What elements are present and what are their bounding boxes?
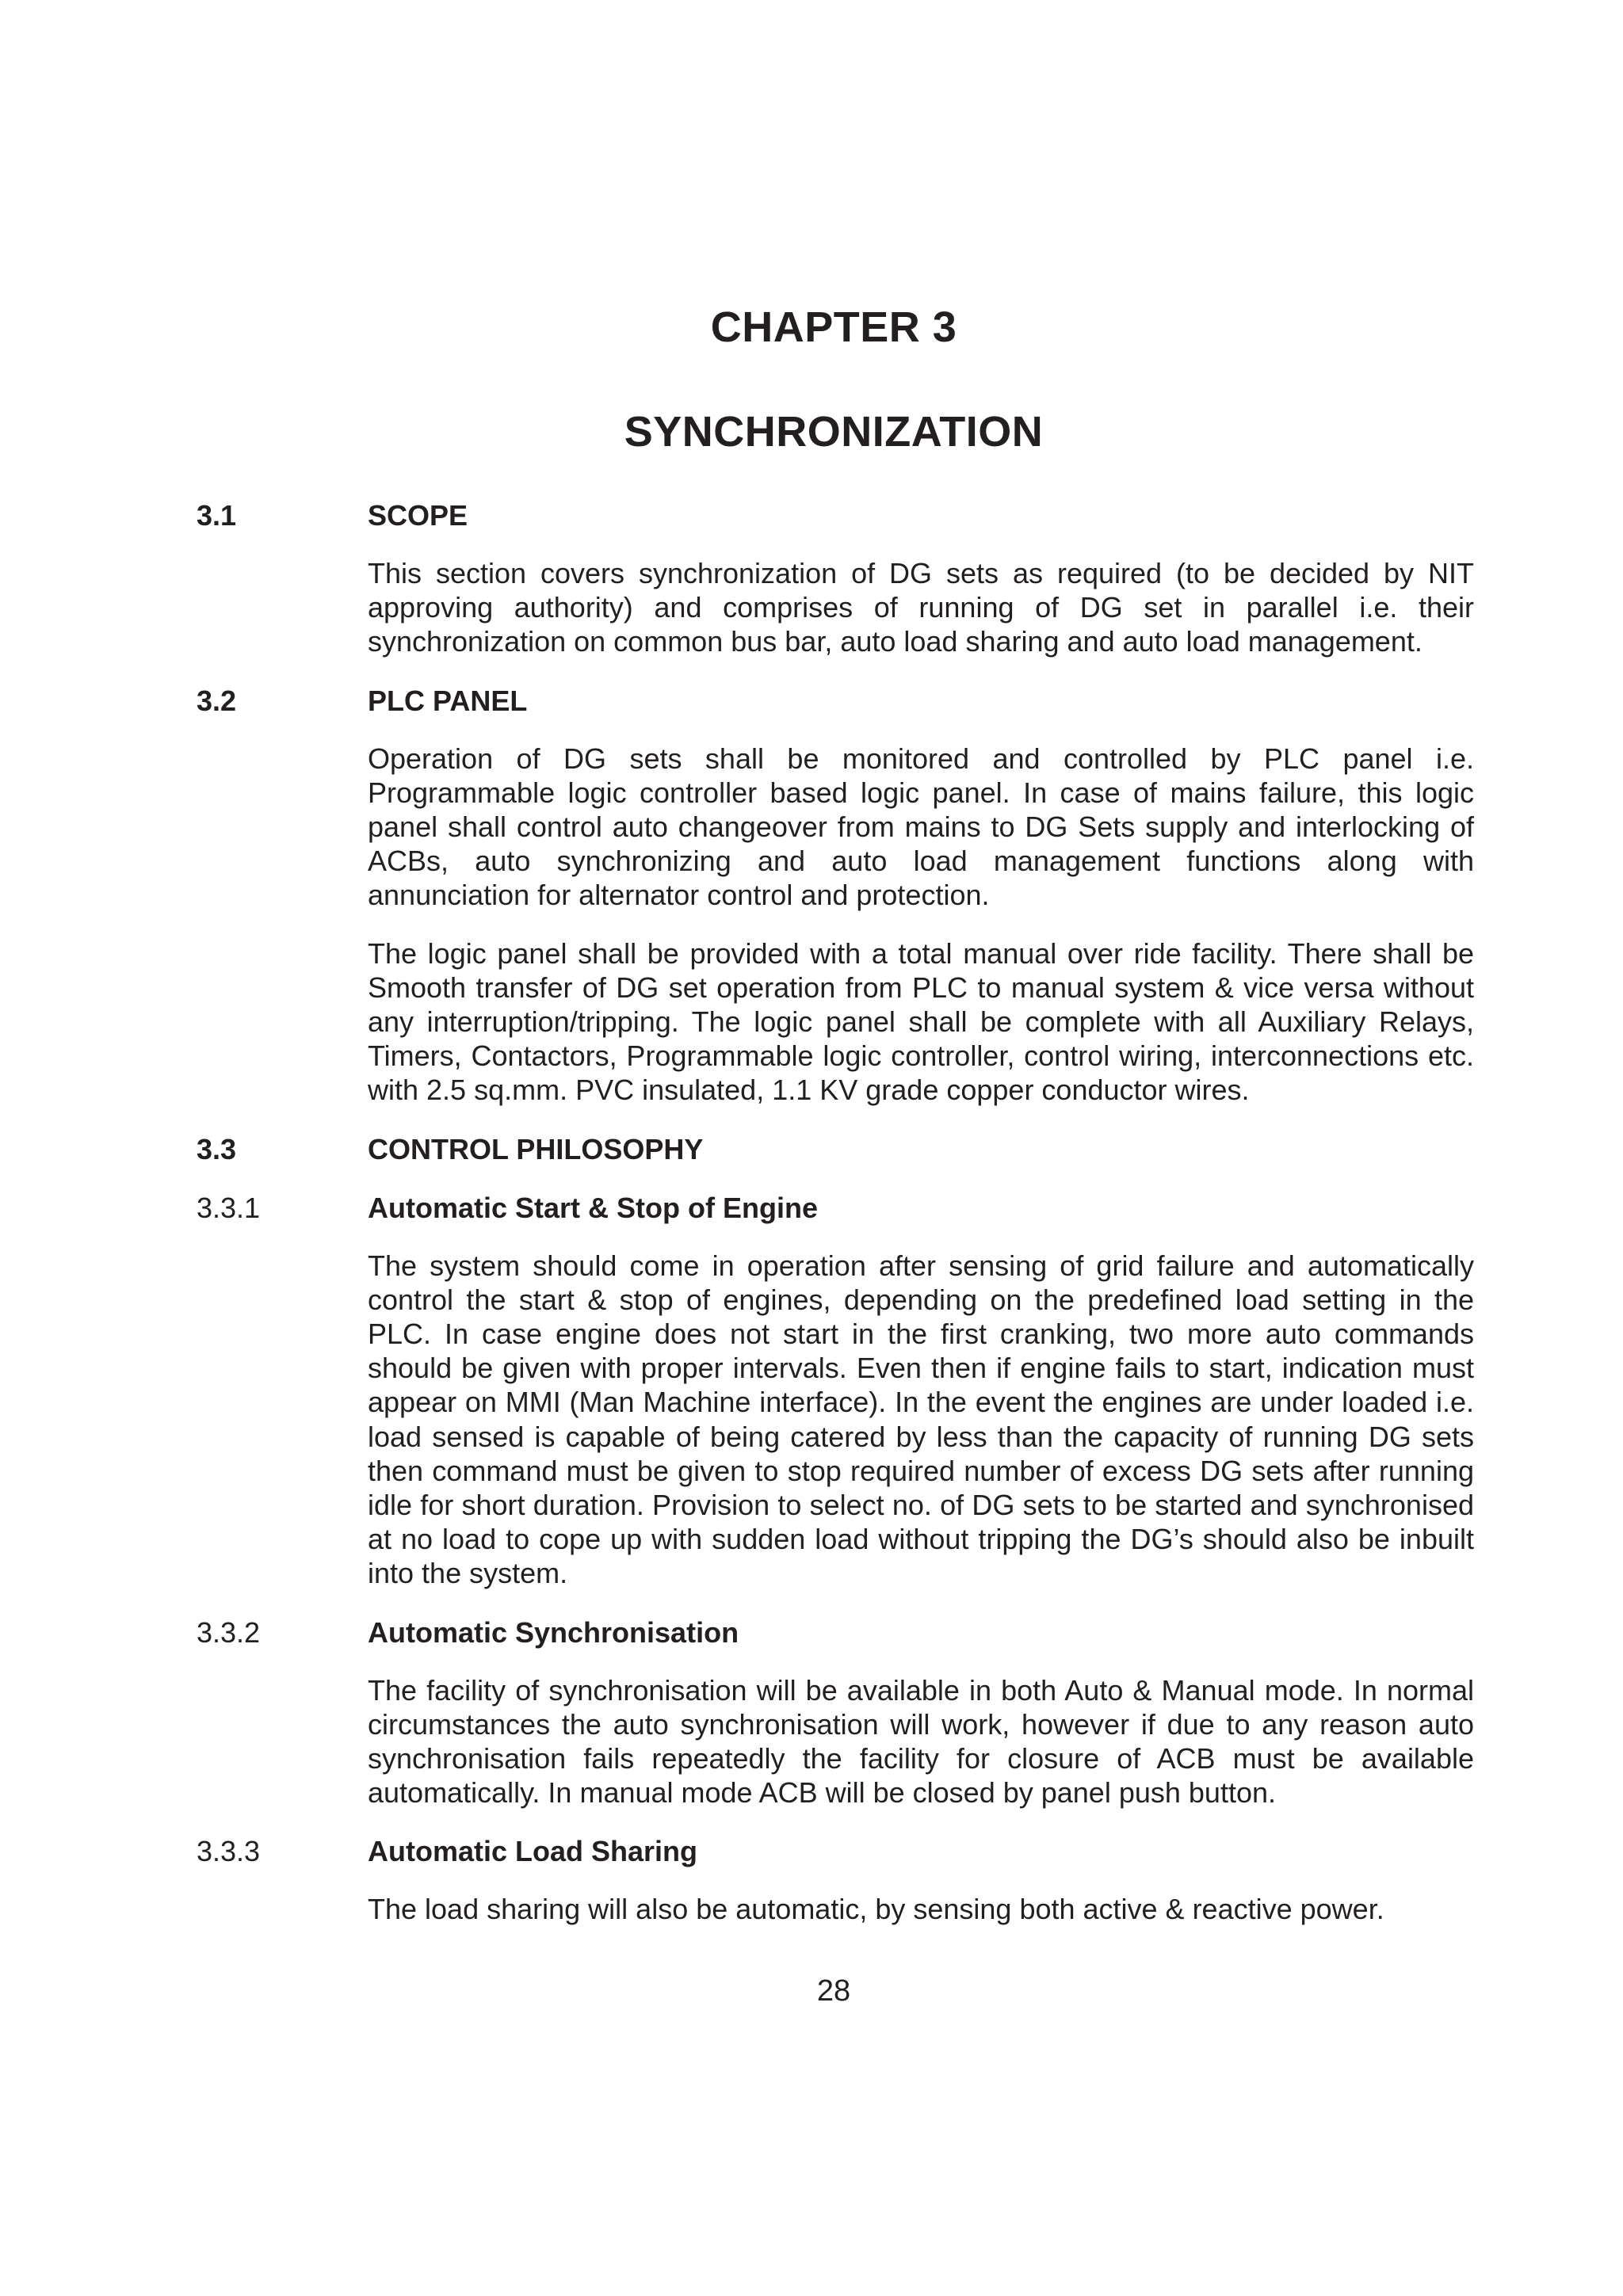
subsection-heading-load-sharing	[197, 1835, 1474, 1868]
section-title: PLC PANEL	[368, 684, 528, 717]
section-title: SCOPE	[368, 499, 468, 532]
paragraph: The system should come in operation after sensing of grid failure and automatically control the start & stop of engines, depending on the predefined load setting in the PLC. In case engine does not start in the first cranking, two more auto commands should be given with proper intervals. Even then if engine fails to start, indication must appear on MMI (Man Machine interface). In the event the engines are under loaded i.e. load sensed is capable of being catered by less than the capacity of running DG sets then command must be given to stop required number of excess DG sets after running idle for short duration. Provision to select no. of DG sets to be started and synchronised at no load to cope up with sudden load without tripping the DG’s should also be inbuilt into the system.	[368, 1249, 1474, 1590]
subsection-number: 3.3.2	[197, 1615, 261, 1649]
subsection-title: Automatic Load Sharing	[368, 1835, 698, 1868]
paragraph: The load sharing will also be automatic, by sensing both active & reactive power.	[368, 1893, 1384, 1926]
section-heading-control-philosophy	[197, 1133, 1474, 1166]
section-heading-scope	[197, 499, 1474, 532]
chapter-subtitle: SYNCHRONIZATION	[624, 408, 1044, 456]
section-number: 3.3	[197, 1132, 237, 1165]
page-number: 28	[816, 1974, 851, 2008]
section-title: CONTROL PHILOSOPHY	[368, 1132, 704, 1165]
subsection-title: Automatic Synchronisation	[368, 1615, 739, 1649]
subsection-heading-synchronisation	[197, 1616, 1474, 1650]
paragraph: Operation of DG sets shall be monitored and controlled by PLC panel i.e. Programmable logic controller based logic panel. In case of mains failure, this logic panel shall control auto changeover from mains to DG Sets supply and interlocking of ACBs, auto synchronizing and auto load management functions along with annunciation for alternator control and protection.	[368, 742, 1474, 912]
subsection-number: 3.3.3	[197, 1835, 261, 1868]
paragraph: This section covers synchronization of DG sets as required (to be decided by NIT approving authority) and comprises of running of DG set in parallel i.e. their synchronization on common bus bar, auto load sharing and auto load management.	[368, 557, 1474, 658]
subsection-title: Automatic Start & Stop of Engine	[368, 1191, 819, 1224]
section-number: 3.1	[197, 499, 237, 532]
paragraph: The facility of synchronisation will be available in both Auto & Manual mode. In normal circumstances the auto synchronisation will work, however if due to any reason auto synchronisation fails repeatedly the facility for closure of ACB must be available automatically. In manual mode ACB will be closed by panel push button.	[368, 1673, 1474, 1810]
chapter-title: CHAPTER 3	[710, 303, 957, 351]
document-body	[197, 499, 1474, 1927]
subsection-heading-start-stop	[197, 1192, 1474, 1225]
section-number: 3.2	[197, 684, 237, 717]
section-heading-plc-panel	[197, 685, 1474, 718]
paragraph: The logic panel shall be provided with a total manual over ride facility. There shall be Smooth transfer of DG set operation from PLC to manual system & vice versa without any interruption/tripping. The logic panel shall be complete with all Auxiliary Relays, Timers, Contactors, Programmable logic controller, control wiring, interconnections etc. with 2.5 sq.mm. PVC insulated, 1.1 KV grade copper conductor wires.	[368, 936, 1474, 1107]
subsection-number: 3.3.1	[197, 1191, 261, 1224]
